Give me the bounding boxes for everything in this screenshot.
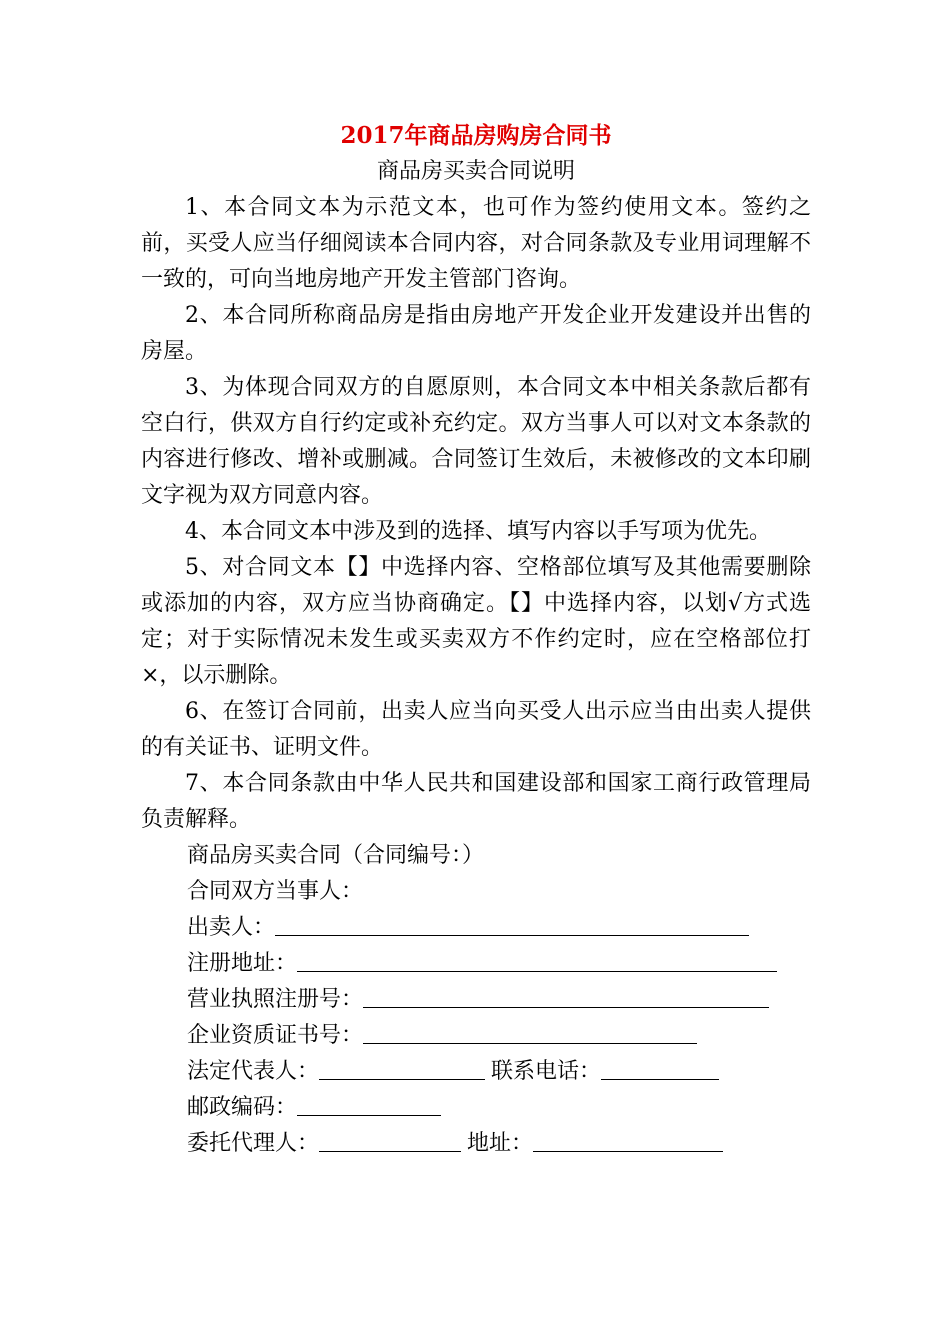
document-page <box>141 118 811 1162</box>
business-license-blank[interactable] <box>363 983 769 1008</box>
seller-blank[interactable] <box>275 911 749 936</box>
contact-phone-blank[interactable] <box>601 1055 719 1080</box>
postal-code-label: 邮政编码： <box>187 1095 298 1120</box>
qualification-cert-blank[interactable] <box>363 1019 697 1044</box>
agent-row <box>141 1126 811 1162</box>
agent-blank[interactable] <box>319 1127 461 1152</box>
registered-address-blank[interactable] <box>297 947 777 972</box>
contract-heading: 商品房买卖合同（合同编号：） <box>187 843 485 868</box>
business-license-label: 营业执照注册号： <box>187 987 364 1012</box>
business-license-row <box>141 982 811 1018</box>
clause-1: 1、本合同文本为示范文本，也可作为签约使用文本。签约之前，买受人应当仔细阅读本合同内容，对合同条款及专业用词理解不一致的，可向当地房地产开发主管部门咨询。 <box>141 195 811 292</box>
clause-5: 5、对合同文本【】中选择内容、空格部位填写及其他需要删除或添加的内容，双方应当协商确定。【】中选择内容，以划√方式选定；对于实际情况未发生或买卖双方不作约定时，应在空格部位打×，以示删除。 <box>141 555 811 688</box>
parties-heading: 合同双方当事人： <box>187 879 364 904</box>
address-blank[interactable] <box>533 1127 723 1152</box>
legal-representative-label: 法定代表人： <box>187 1059 320 1084</box>
document-subtitle: 商品房买卖合同说明 <box>376 159 575 184</box>
agent-label: 委托代理人： <box>187 1131 320 1156</box>
clause-3: 3、为体现合同双方的自愿原则，本合同文本中相关条款后都有空白行，供双方自行约定或补充约定。双方当事人可以对文本条款的内容进行修改、增补或删减。合同签订生效后，未被修改的文本印刷文字视为双方同意内容。 <box>141 375 811 508</box>
legal-representative-row <box>141 1054 811 1090</box>
clause-2: 2、本合同所称商品房是指由房地产开发企业开发建设并出售的房屋。 <box>141 303 811 364</box>
postal-code-blank[interactable] <box>297 1091 441 1116</box>
registered-address-row <box>141 946 811 982</box>
address-label: 地址： <box>467 1131 534 1156</box>
seller-row <box>141 910 811 946</box>
clause-4: 4、本合同文本中涉及到的选择、填写内容以手写项为优先。 <box>185 519 771 544</box>
qualification-cert-label: 企业资质证书号： <box>187 1023 364 1048</box>
qualification-cert-row <box>141 1018 811 1054</box>
clause-7: 7、本合同条款由中华人民共和国建设部和国家工商行政管理局负责解释。 <box>141 771 811 832</box>
legal-representative-blank[interactable] <box>319 1055 485 1080</box>
registered-address-label: 注册地址： <box>187 951 298 976</box>
contact-phone-label: 联系电话： <box>491 1059 602 1084</box>
clause-6: 6、在签订合同前，出卖人应当向买受人出示应当由出卖人提供的有关证书、证明文件。 <box>141 699 811 760</box>
postal-code-row <box>141 1090 811 1126</box>
document-title: 2017年商品房购房合同书 <box>340 122 612 149</box>
seller-label: 出卖人： <box>187 915 276 940</box>
